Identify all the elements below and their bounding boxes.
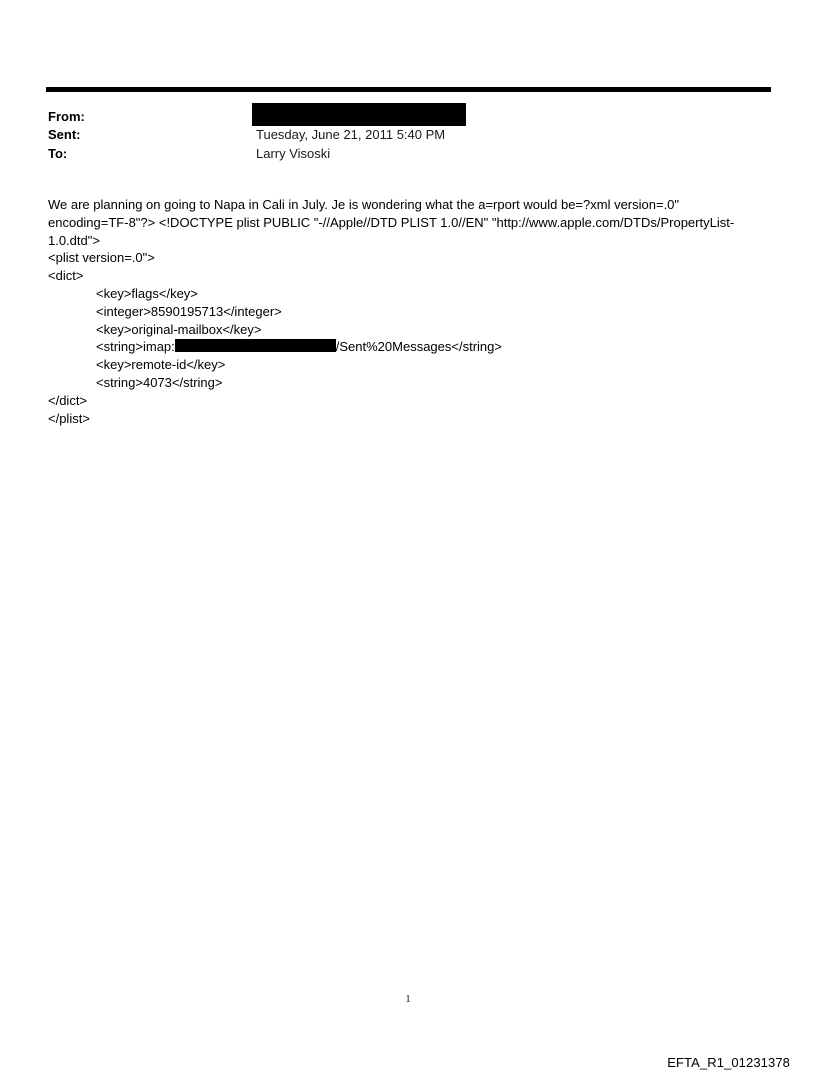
body-line-9-start: <string>imap:	[96, 339, 175, 355]
sent-row	[48, 125, 768, 144]
body-line-8: <key>original-mailbox</key>	[96, 321, 262, 337]
body-line-6: <key>flags</key>	[96, 285, 198, 301]
to-label: To:	[48, 146, 68, 161]
message-body	[48, 196, 768, 427]
to-row	[48, 144, 768, 163]
header-rule	[46, 87, 771, 92]
document-id: EFTA_R1_01231378	[667, 1055, 790, 1070]
body-line-11: <string>4073</string>	[96, 374, 223, 390]
body-line-3: 1.0.dtd">	[48, 232, 100, 248]
sent-label: Sent:	[48, 127, 81, 142]
page-number: 1	[405, 994, 411, 1005]
sent-value: Tuesday, June 21, 2011 5:40 PM	[256, 127, 446, 142]
body-line-4: <plist version=.0">	[48, 250, 155, 266]
body-line-12: </dict>	[48, 392, 88, 408]
body-line-9-end: /Sent%20Messages</string>	[335, 339, 502, 355]
body-line-9	[48, 338, 768, 356]
body-line-5: <dict>	[48, 268, 84, 284]
body-line-2: encoding=TF-8"?> <!DOCTYPE plist PUBLIC "-//Apple//DTD PLIST 1.0//EN" "http://www.apple.com/DTDs/PropertyList-	[48, 214, 735, 230]
to-value: Larry Visoski	[256, 146, 331, 161]
body-line-7: <integer>8590195713</integer>	[96, 303, 282, 319]
mailbox-redaction	[175, 339, 336, 352]
from-label: From:	[48, 109, 85, 124]
body-line-10: <key>remote-id</key>	[96, 357, 226, 373]
from-redaction	[252, 103, 466, 126]
body-line-13: </plist>	[48, 410, 90, 426]
body-line-1: We are planning on going to Napa in Cali in July. Je is wondering what the a=rport would be=?xml version=.0"	[48, 197, 680, 212]
